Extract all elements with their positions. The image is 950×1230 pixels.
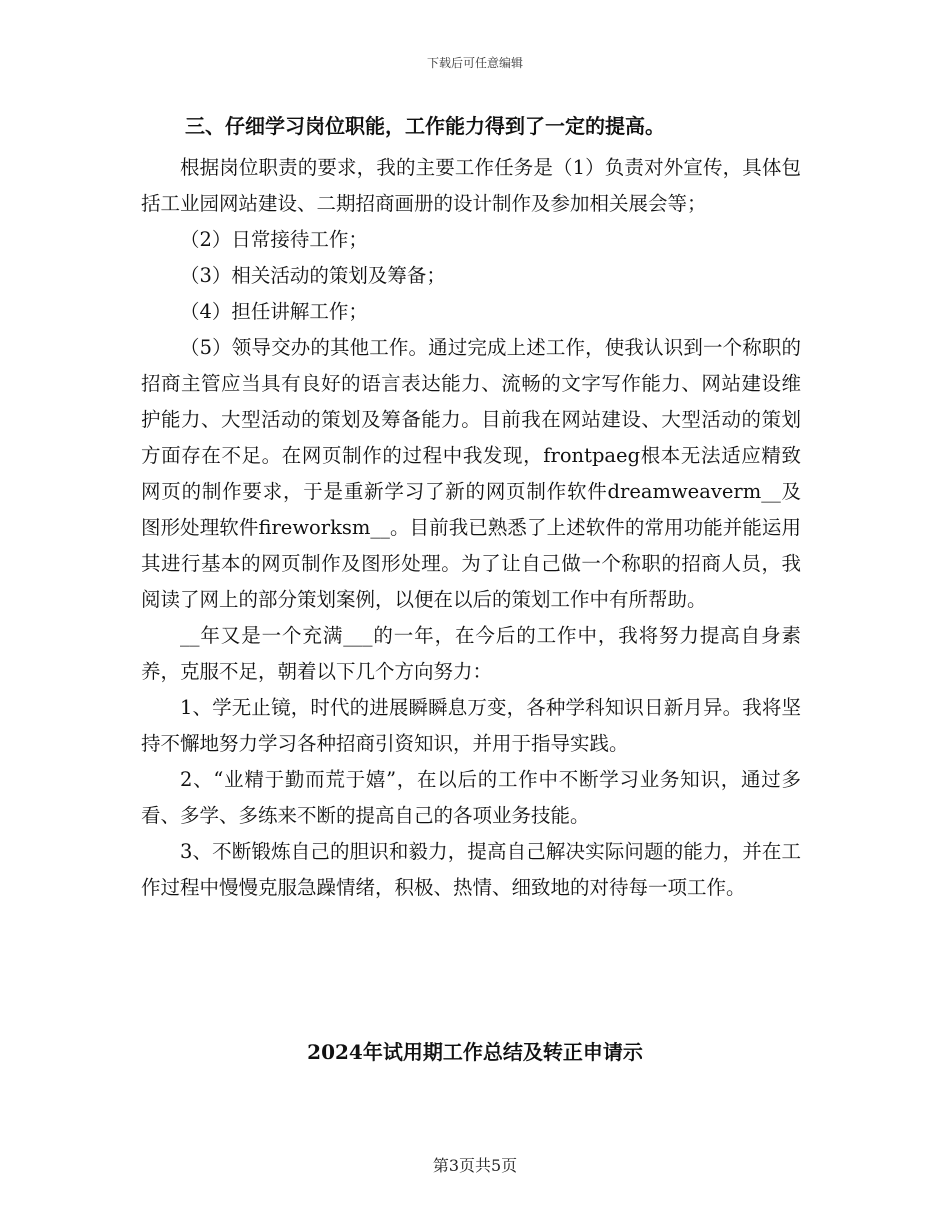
paragraph-item-5: （5）领导交办的其他工作。通过完成上述工作，使我认识到一个称职的招商主管应当具有良好的语言表达能力、流畅的文字写作能力、网站建设维护能力、大型活动的策划及筹备能力。目前我在网站建设、大型活动的策划方面存在不足。在网页制作的过程中我发现，frontpaeg根本无法适应精致网页的制作要求，于是重新学习了新的网页制作软件dreamweaverm__及图形处理软件fireworksm__。目前我已熟悉了上述软件的常用功能并能运用其进行基本的网页制作及图形处理。为了让自己做一个称职的招商人员，我阅读了网上的部分策划案例，以便在以后的策划工作中有所帮助。: [141, 336, 801, 611]
paragraph-item-2: （2）日常接待工作；: [180, 228, 368, 251]
paragraph-goal-1: 1、学无止镜，时代的进展瞬瞬息万变，各种学科知识日新月异。我将坚持不懈地努力学习各种招商引资知识，并用于指导实践。: [141, 696, 801, 755]
header-note: 下载后可任意编辑: [426, 56, 523, 70]
paragraph-item-4: （4）担任讲解工作；: [180, 300, 368, 323]
next-section-title: 2024年试用期工作总结及转正申请示: [307, 1040, 643, 1064]
page-indicator: 第3页共5页: [432, 1156, 518, 1175]
paragraph-goal-2: 2、“业精于勤而荒于嬉”，在以后的工作中不断学习业务知识，通过多看、多学、多练来不断的提高自己的各项业务技能。: [141, 768, 801, 827]
paragraph-outlook: __年又是一个充满___的一年，在今后的工作中，我将努力提高自身素养，克服不足，朝着以下几个方向努力：: [141, 624, 801, 683]
section-heading: 三、仔细学习岗位职能，工作能力得到了一定的提高。: [185, 114, 665, 138]
paragraph-duties: 根据岗位职责的要求，我的主要工作任务是（1）负责对外宣传，具体包括工业园网站建设、二期招商画册的设计制作及参加相关展会等；: [141, 156, 801, 215]
paragraph-item-3: （3）相关活动的策划及筹备；: [180, 264, 446, 287]
paragraph-goal-3: 3、不断锻炼自己的胆识和毅力，提高自己解决实际问题的能力，并在工作过程中慢慢克服急躁情绪，积极、热情、细致地的对待每一项工作。: [141, 840, 801, 899]
document-body: [141, 108, 801, 906]
